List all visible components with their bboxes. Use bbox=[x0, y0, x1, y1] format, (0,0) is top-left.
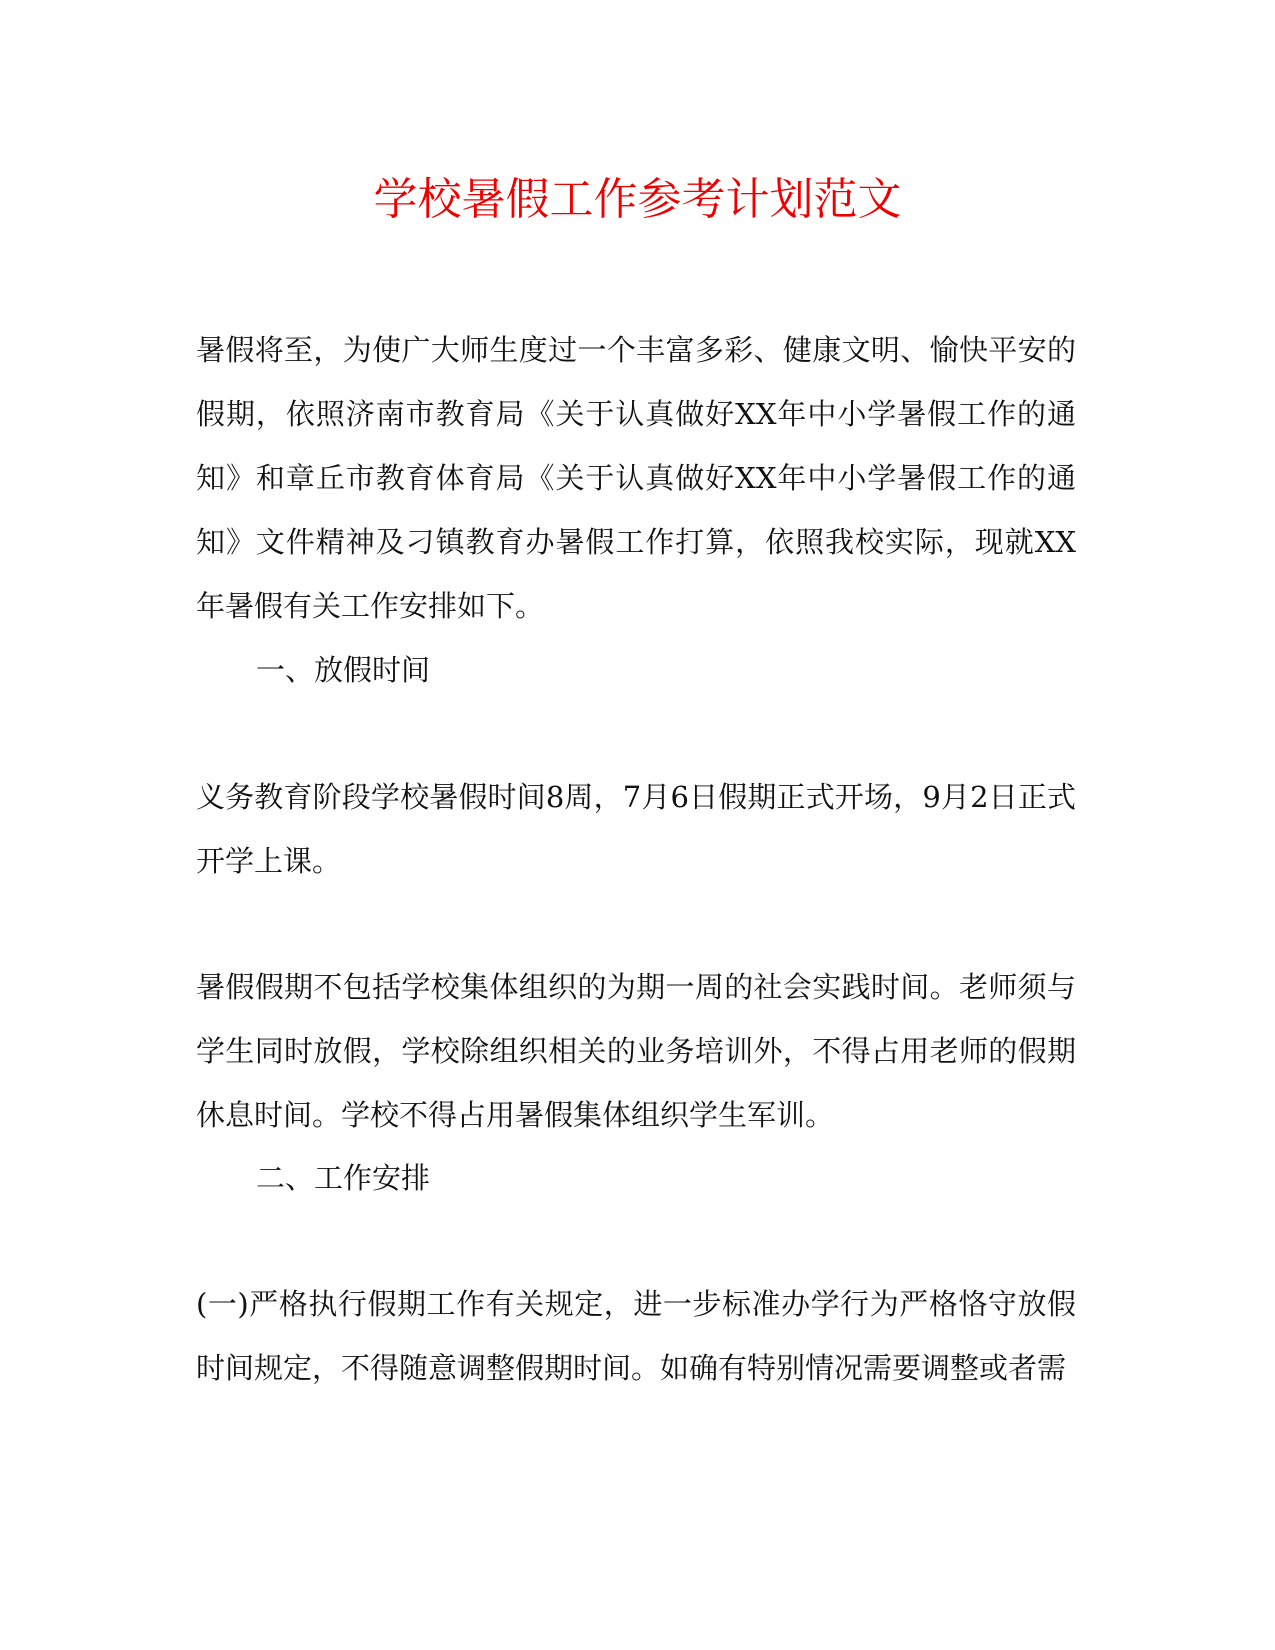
intro-paragraph: 暑假将至，为使广大师生度过一个丰富多彩、健康文明、愉快平安的假期，依照济南市教育局《关于认真做好XX年中小学暑假工作的通知》和章丘市教育体育局《关于认真做好XX年中小学暑假工作的通知》文件精神及刁镇教育办暑假工作打算，依照我校实际，现就XX年暑假有关工作安排如下。 bbox=[196, 333, 1076, 623]
section-heading-work-arrangement: 二、工作安排 bbox=[256, 1161, 431, 1195]
document-title: 学校暑假工作参考计划范文 bbox=[373, 174, 902, 225]
vacation-dates-paragraph: 义务教育阶段学校暑假时间8周，7月6日假期正式开场，9月2日正式开学上课。 bbox=[196, 780, 1076, 878]
section-heading-vacation-time: 一、放假时间 bbox=[256, 653, 431, 687]
vacation-rules-paragraph: 暑假假期不包括学校集体组织的为期一周的社会实践时间。老师须与学生同时放假，学校除组织相关的业务培训外，不得占用老师的假期休息时间。学校不得占用暑假集体组织学生军训。 bbox=[196, 970, 1076, 1132]
work-arrangement-paragraph: (一)严格执行假期工作有关规定，进一步标准办学行为严格恪守放假时间规定，不得随意调整假期时间。如确有特别情况需要调整或者需 bbox=[196, 1287, 1076, 1385]
